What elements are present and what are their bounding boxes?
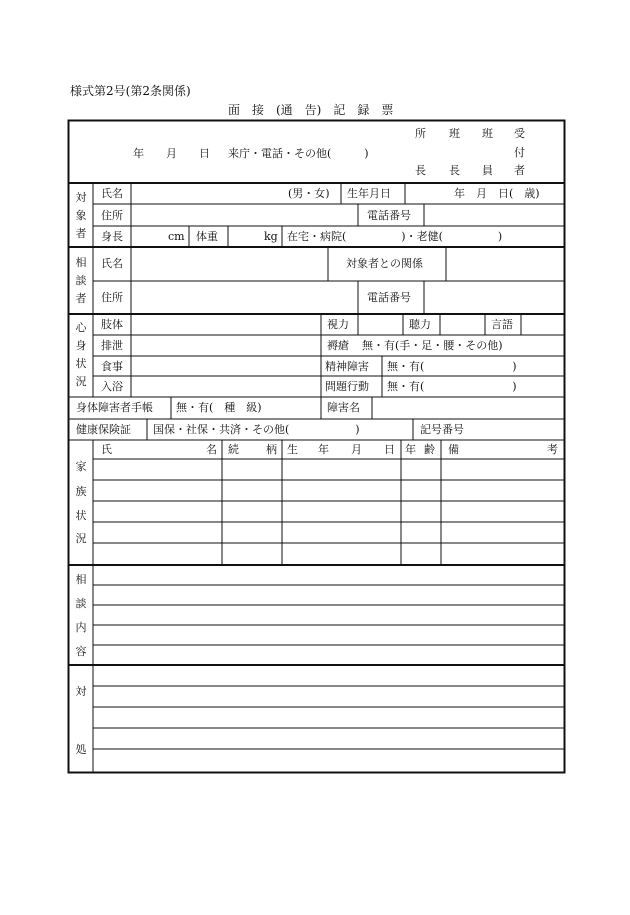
form-number: 様式第2号(第2条関係)	[70, 84, 191, 98]
content-side-4: 容	[75, 645, 87, 658]
subject-height-unit: cm	[168, 230, 185, 243]
mental-value: 無・有( )	[387, 360, 517, 373]
subject-weight-unit: kg	[264, 230, 278, 243]
subject-name-label: 氏名	[101, 187, 123, 200]
family-side-4: 況	[75, 532, 87, 545]
consultant-address-label: 住所	[101, 291, 123, 304]
bedsore-value: 無・有(手・足・腰・その他)	[362, 339, 503, 352]
handbook-value: 無・有( 種 級)	[176, 401, 262, 414]
family-col-dob-a: 生	[287, 443, 298, 456]
consultant-side-1: 相	[75, 256, 87, 269]
limbs-label: 肢体	[101, 318, 123, 331]
hearing-label: 聴力	[409, 318, 431, 331]
subject-dob-label: 生年月日	[347, 187, 391, 200]
stamp-chief-bottom: 長	[449, 164, 460, 177]
response-side-2: 処	[75, 743, 87, 756]
insurance-label: 健康保険証	[76, 423, 131, 436]
consultant-side-3: 者	[75, 292, 87, 305]
family-col-age-a: 年	[405, 443, 416, 456]
family-col-name-a: 氏	[101, 443, 112, 456]
family-col-age-b: 齢	[424, 443, 435, 456]
insurance-value: 国保・社保・共済・その他( )	[153, 423, 360, 436]
bath-label: 入浴	[101, 380, 123, 393]
content-side-3: 内	[75, 621, 87, 634]
stamp-member-bottom: 員	[482, 164, 493, 177]
subject-height-label: 身長	[101, 230, 123, 243]
family-col-dob-d: 日	[384, 443, 395, 456]
family-side-2: 族	[75, 485, 87, 498]
subject-side-3: 者	[75, 227, 87, 240]
mental-label: 精神障害	[325, 360, 369, 373]
family-col-dob-b: 年	[318, 443, 329, 456]
family-col-name-b: 名	[206, 443, 217, 456]
stamp-director-top: 所	[415, 127, 426, 140]
stamp-member-top: 班	[482, 127, 493, 140]
disability-name-label: 障害名	[327, 401, 360, 414]
subject-side-2: 象	[75, 209, 87, 222]
family-side-3: 状	[75, 509, 87, 522]
subject-weight-label: 体重	[196, 230, 218, 243]
content-side-2: 談	[75, 597, 87, 610]
behavior-label: 問題行動	[325, 380, 369, 393]
handbook-label: 身体障害者手帳	[76, 401, 153, 414]
stamp-receiver-mid: 付	[514, 146, 525, 159]
excretion-label: 排泄	[101, 339, 123, 352]
stamp-receiver-bottom: 者	[514, 164, 525, 177]
stamp-director-bottom: 長	[415, 164, 426, 177]
mindbody-side-3: 状	[75, 357, 87, 370]
subject-dob-value: 年 月 日( 歳)	[454, 187, 540, 200]
subject-address-label: 住所	[101, 209, 123, 222]
visit-method: 来庁・電話・その他( )	[228, 147, 369, 160]
subject-phone-label: 電話番号	[367, 209, 411, 222]
subject-residence: 在宅・病院( )・老健( )	[287, 230, 503, 243]
family-side-1: 家	[75, 460, 87, 473]
family-col-note-b: 考	[547, 443, 558, 456]
subject-side-1: 対	[75, 191, 87, 204]
family-col-note-a: 備	[448, 443, 459, 456]
bedsore-label: 褥瘡	[327, 339, 349, 352]
stamp-chief-top: 班	[449, 127, 460, 140]
family-col-relation-b: 柄	[266, 443, 277, 456]
family-col-dob-c: 月	[351, 443, 362, 456]
stamp-receiver-top: 受	[514, 127, 525, 140]
consultant-phone-label: 電話番号	[367, 291, 411, 304]
meal-label: 食事	[101, 360, 123, 373]
mindbody-side-4: 況	[75, 375, 87, 388]
insurance-number-label: 記号番号	[420, 423, 464, 436]
response-side-1: 対	[75, 685, 87, 698]
date-label: 年 月 日	[133, 147, 210, 160]
consultant-side-2: 談	[75, 274, 87, 287]
family-col-relation-a: 続	[228, 443, 239, 456]
mindbody-side-1: 心	[75, 321, 87, 334]
behavior-value: 無・有( )	[387, 380, 517, 393]
content-side-1: 相	[75, 573, 87, 586]
vision-label: 視力	[327, 318, 349, 331]
consultant-name-label: 氏名	[101, 257, 123, 270]
subject-gender: (男・女)	[288, 187, 330, 200]
form-title: 面 接 (通 告) 記 録 票	[228, 103, 394, 117]
mindbody-side-2: 身	[75, 339, 87, 352]
consultant-relation-label: 対象者との関係	[346, 257, 423, 270]
speech-label: 言語	[491, 318, 513, 331]
